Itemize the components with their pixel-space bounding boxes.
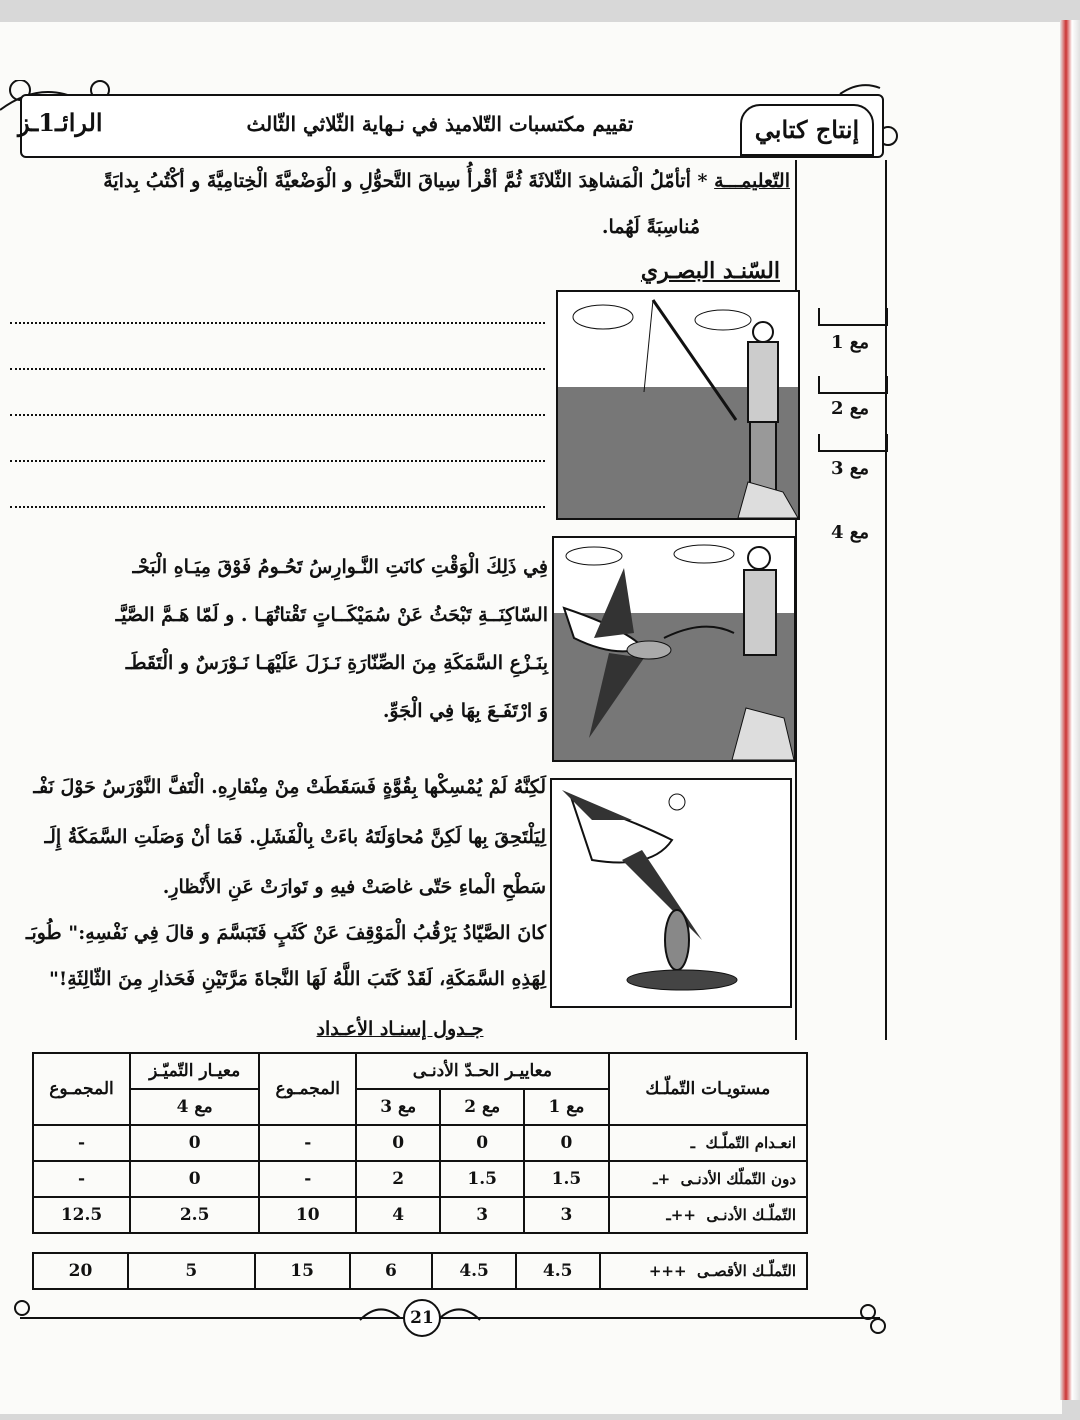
scene-1-fisherman-image (556, 290, 800, 520)
page-number: 21 (403, 1299, 441, 1337)
score-cell: 0 (524, 1125, 608, 1161)
bottom-ornament (0, 1290, 900, 1350)
story-p1-line-1: فِي ذَلِكَ الْوَقْتِ كانَتِ النَّـوارِسُ تَحُـومُ فَوْقَ مِيَـاهِ الْبَحْـ (132, 556, 548, 578)
score-cell: 2.5 (130, 1197, 259, 1233)
instruction-label: التّعليمـــة (714, 170, 790, 192)
level-mark: +++ (648, 1262, 687, 1280)
score-cell: 10 (259, 1197, 356, 1233)
score-cell: 0 (440, 1125, 524, 1161)
score-cell: 0 (130, 1161, 259, 1197)
header-excellence: معيـار التّميّـز (130, 1053, 259, 1089)
subheader-c3: مع 3 (356, 1089, 440, 1125)
header-total-2: المجمـوع (33, 1053, 130, 1125)
writing-line-4[interactable] (10, 460, 545, 462)
story-p2-line-2: لِيَلْتَحِقَ بِها لَكِنَّ مُحاوَلَتَهُ باءَتْ بِالْفَشَلِ. فَمَا أنْ وَصَلَتِ السَّمَكَةُ إِلَـ (44, 826, 546, 848)
score-cell: - (259, 1161, 356, 1197)
score-cell: 12.5 (33, 1197, 130, 1233)
writing-line-1[interactable] (10, 322, 545, 324)
score-cell: 0 (130, 1125, 259, 1161)
table-title: جـدول إسنـاد الأعـداد (316, 1018, 484, 1040)
section-label: إنتاج كتابي (740, 104, 874, 156)
level-cell: التّملّـك الأدنـى ++ـ (609, 1197, 807, 1233)
instruction-line-2: مُناسِبَةً لَهُما. (601, 216, 700, 238)
score-cell: 2 (356, 1161, 440, 1197)
story-p1-line-4: وَ ارْتَفَـعَ بِهَا فِي الْجَوِّ. (382, 700, 548, 722)
score-cell: 15 (255, 1253, 350, 1289)
subheader-c4: مع 4 (130, 1089, 259, 1125)
score-cell: 1.5 (524, 1161, 608, 1197)
score-cell: 0 (356, 1125, 440, 1161)
level-mark: ++ـ (666, 1206, 696, 1224)
score-cell: 6 (350, 1253, 433, 1289)
instruction-line-1 (20, 170, 790, 192)
writing-line-3[interactable] (10, 414, 545, 416)
level-mark: ـ (690, 1134, 696, 1152)
story-p2-line-4: كانَ الصَّيّادُ يَرْقُبُ الْمَوْقِفَ عَنْ كَثَبٍ فَتَبَسَّمَ و قالَ فِي نَفْسِهِ:" طُوبَـ (25, 922, 546, 944)
score-cell: 4.5 (432, 1253, 516, 1289)
score-cell: 3 (524, 1197, 608, 1233)
criteria-box-2[interactable] (818, 376, 888, 394)
criteria-label-1: مع 1 (830, 332, 870, 353)
header-total-1: المجمـوع (259, 1053, 356, 1125)
header-min-criteria: معاييـر الحـدّ الأدنـى (356, 1053, 608, 1089)
page-edge (1060, 20, 1080, 1400)
table-row (33, 1197, 807, 1233)
score-cell: 4.5 (516, 1253, 600, 1289)
criteria-box-3[interactable] (818, 434, 888, 452)
scene-4-fish-escapes-image (550, 778, 792, 1008)
subheader-c1: مع 1 (524, 1089, 608, 1125)
criteria-sidebar (795, 160, 887, 1040)
criteria-box-1[interactable] (818, 308, 888, 326)
score-cell: - (33, 1161, 130, 1197)
story-p2-line-1: لَكِنَّهُ لَمْ يُمْسِكْها بِقُوَّةٍ فَسَقَطَتْ مِنْ مِنْقارِهِ. الْتَفَّ النَّوْرَسُ حَوْلَ نَفْـ (33, 776, 546, 798)
score-cell: 4 (356, 1197, 440, 1233)
table-row (33, 1125, 807, 1161)
level-cell: دون التّملّك الأدنـى +ـ (609, 1161, 807, 1197)
level-mark: +ـ (653, 1170, 671, 1188)
instruction-text: * أتأمّلُ الْمَشاهِدَ الثّلاثَةَ ثُمَّ أقْرأُ سِياقَ التَّحوُّلِ و الْوَضْعيَّةَ الْخِتامِيَّةَ و أكْتُبُ بِدايَةً (103, 170, 708, 192)
header-levels: مستويـات التّملّـك (609, 1053, 807, 1125)
level-cell: التّملّـك الأقصـى +++ (600, 1253, 808, 1289)
writing-line-2[interactable] (10, 368, 545, 370)
score-cell: 3 (440, 1197, 524, 1233)
story-p2-line-3: سَطْحِ الْماءِ حَتّى غاصَتْ فيهِ و تَوارَتْ عَنِ الأَنْظارِ. (162, 876, 546, 898)
criteria-label-4: مع 4 (830, 522, 870, 543)
story-p1-line-2: السّاكِنَــةِ تَبْحَثُ عَنْ سُمَيْكَــاتٍ تَقْتاتُهَـا . و لَمّا هَـمَّ الصَّيَّـ (115, 604, 548, 626)
criteria-label-2: مع 2 (830, 398, 870, 419)
story-p1-line-3: بِنَـزْعِ السَّمَكَةِ مِنَ الصِّنّارَةِ نَـزَلَ عَلَيْهَـا نَـوْرَسٌ و الْتَقَطَـ (125, 652, 548, 674)
score-cell: 5 (128, 1253, 255, 1289)
scoring-table (32, 1052, 808, 1234)
score-cell: - (259, 1125, 356, 1161)
level-cell: انعـدام التّملّـك ـ (609, 1125, 807, 1161)
visual-heading: السّنـد البصـري (640, 258, 780, 284)
page-title: تقييم مكتسبات التّلاميذ في نـهاية الثّلاثي الثّالث (246, 112, 634, 136)
score-cell: 1.5 (440, 1161, 524, 1197)
table-row (33, 1253, 807, 1289)
subheader-c2: مع 2 (440, 1089, 524, 1125)
score-cell: 20 (33, 1253, 128, 1289)
story-p2-line-5: لِهَذِهِ السَّمَكَةِ، لَقَدْ كَتَبَ اللَّهُ لَهَا النَّجاةَ مَرَّتَيْنِ فَحَذارِ مِنَ الثّالِثَةِ!" (48, 968, 546, 990)
test-label: الرائـ1ـز (18, 108, 103, 137)
table-row (33, 1161, 807, 1197)
scoring-table-max-row (32, 1252, 808, 1290)
criteria-label-3: مع 3 (830, 458, 870, 479)
scene-3-gull-catches-fish-image (552, 536, 796, 762)
writing-line-5[interactable] (10, 506, 545, 508)
score-cell: - (33, 1125, 130, 1161)
